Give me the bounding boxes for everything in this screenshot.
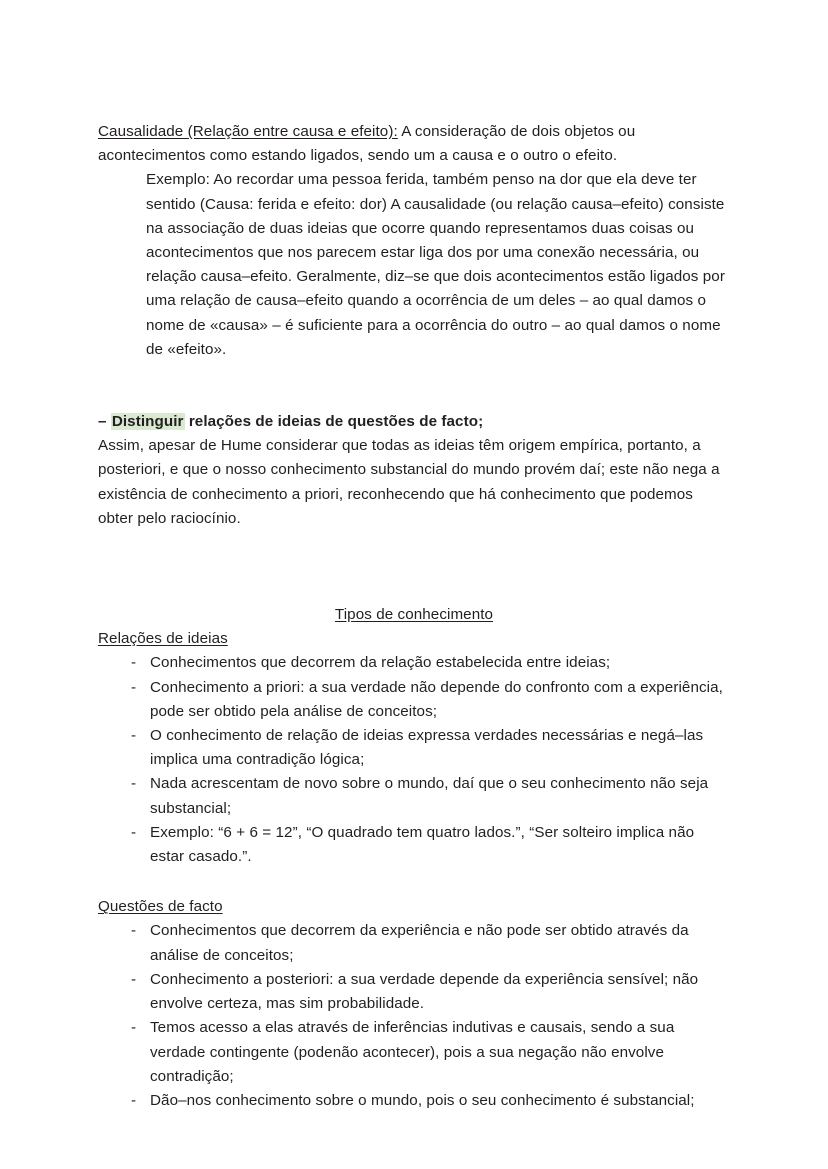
- distinguish-highlighted-word: Distinguir: [111, 413, 184, 431]
- list-item-text: Conhecimentos que decorrem da relação estabelecida entre ideias;: [150, 654, 611, 672]
- dash-marker-icon: -: [131, 678, 137, 696]
- list-item-text: Nada acrescentam de novo sobre o mundo, daí que o seu conhecimento não seja substancial;: [150, 775, 709, 817]
- list-item-text: Dão–nos conhecimento sobre o mundo, pois o seu conhecimento é substancial;: [150, 1091, 695, 1109]
- group-heading-questoes-de-facto: [98, 895, 730, 919]
- list-item: [98, 724, 730, 772]
- list-item: [98, 772, 730, 820]
- group-heading-text: Questões de facto: [98, 898, 223, 916]
- list-item: [98, 1089, 730, 1113]
- distinguish-dash: –: [98, 413, 111, 431]
- dash-marker-icon: -: [131, 775, 137, 793]
- distinguish-heading-rest: relações de ideias de questões de facto;: [184, 413, 484, 431]
- group-heading-relacoes-de-ideias: [98, 627, 730, 651]
- list-item: [98, 821, 730, 869]
- dash-marker-icon: -: [131, 922, 137, 940]
- causality-paragraph: [98, 120, 730, 168]
- knowledge-types-title: [98, 603, 730, 627]
- list-relacoes-de-ideias: [98, 651, 730, 869]
- list-item: [98, 1016, 730, 1089]
- list-item: [98, 919, 730, 967]
- dash-marker-icon: -: [131, 823, 137, 841]
- causality-intro-text: A consideração de dois objetos ou acontecimentos como estando ligados, sendo um a causa e o outro o efeito.: [98, 123, 636, 165]
- list-item: [98, 676, 730, 724]
- list-item-text: Conhecimentos que decorrem da experiência e não pode ser obtido através da análise de conceitos;: [150, 922, 689, 964]
- spacer-before-title-2: [98, 579, 730, 603]
- dash-marker-icon: -: [131, 1019, 137, 1037]
- spacer-between-groups: [98, 869, 730, 895]
- dash-marker-icon: -: [131, 727, 137, 745]
- causality-heading: Causalidade (Relação entre causa e efeito):: [98, 123, 398, 140]
- group-heading-text: Relações de ideias: [98, 630, 228, 648]
- spacer-before-title: [98, 531, 730, 579]
- list-item-text: Conhecimento a priori: a sua verdade não depende do confronto com a experiência, pode ser obtido pela análise de conceitos;: [150, 678, 723, 720]
- list-item-text: Temos acesso a elas através de inferências indutivas e causais, sendo a sua verdade contingente (podenão acontecer), pois a sua negação não envolve contradição;: [150, 1019, 675, 1085]
- dash-marker-icon: -: [131, 654, 137, 672]
- list-item-text: Conhecimento a posteriori: a sua verdade depende da experiência sensível; não envolve certeza, mas sim probabilidade.: [150, 970, 699, 1013]
- dash-marker-icon: -: [131, 970, 137, 988]
- list-item: [98, 968, 730, 1016]
- knowledge-types-title-text: Tipos de conhecimento: [334, 606, 494, 624]
- list-item-text: Exemplo: “6 + 6 = 12”, “O quadrado tem quatro lados.”, “Ser solteiro implica não estar casado.”.: [150, 823, 695, 866]
- spacer-after-example: [98, 362, 730, 410]
- list-item-text: O conhecimento de relação de ideias expressa verdades necessárias e negá–las implica uma contradição lógica;: [150, 727, 704, 769]
- distinguish-heading-line: [98, 410, 730, 434]
- list-questoes-de-facto: [98, 919, 730, 1113]
- causality-example-block: Exemplo: Ao recordar uma pessoa ferida, também penso na dor que ela deve ter sentido (Causa: ferida e efeito: dor) A causalidade (ou relação causa–efeito) consiste na associação de duas ideias que ocorre quando representamos duas coisas ou acontecimentos que nos parecem estar liga dos por uma conexão necessária, ou relação causa–efeito. Geralmente, diz–se que dois acontecimentos estão ligados por uma relação de causa–efeito quando a ocorrência de um deles – ao qual damos o nome de «causa» – é suficiente para a ocorrência do outro – ao qual damos o nome de «efeito».: [146, 171, 725, 358]
- distinguish-paragraph: Assim, apesar de Hume considerar que todas as ideias têm origem empírica, portanto, a posteriori, e que o nosso conhecimento substancial do mundo provém daí; este não nega a existência de conhecimento a priori, reconhecendo que há conhecimento que podemos obter pelo raciocínio.: [98, 437, 720, 527]
- list-item: [98, 651, 730, 675]
- dash-marker-icon: -: [131, 1091, 137, 1109]
